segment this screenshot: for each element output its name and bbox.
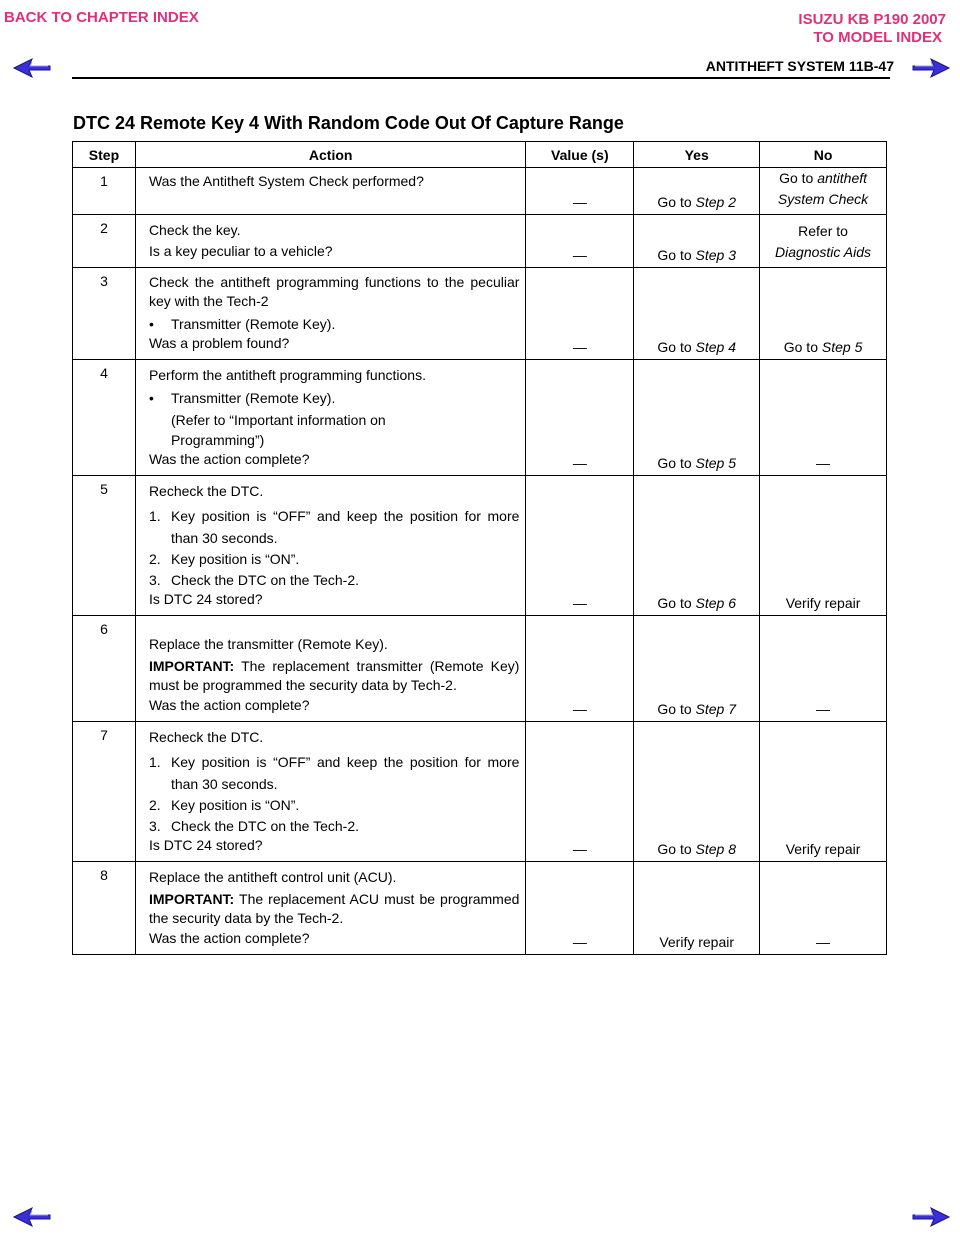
no-prefix: Go to bbox=[779, 170, 818, 186]
action-cell bbox=[135, 360, 525, 476]
previous-page-arrow-icon[interactable] bbox=[12, 57, 52, 79]
previous-page-arrow-bottom-icon[interactable] bbox=[12, 1206, 52, 1228]
no-cell: — bbox=[760, 360, 887, 476]
section-header: ANTITHEFT SYSTEM 11B-47 bbox=[705, 58, 894, 74]
action-question: Was the action complete? bbox=[148, 930, 310, 946]
item-text: Key position is “ON”. bbox=[170, 551, 300, 567]
table-row bbox=[73, 168, 887, 215]
no-cell: — bbox=[760, 862, 887, 955]
action-cell bbox=[135, 268, 525, 360]
action-text: Replace the transmitter (Remote Key). bbox=[148, 636, 388, 652]
to-model-index-link[interactable]: TO MODEL INDEX bbox=[813, 29, 942, 46]
step-number: 1 bbox=[73, 168, 136, 215]
action-question: Was the action complete? bbox=[148, 451, 310, 467]
no-link-part-2[interactable]: System Check bbox=[777, 191, 869, 207]
action-cell bbox=[135, 215, 525, 268]
next-page-arrow-bottom-icon[interactable] bbox=[911, 1206, 951, 1228]
value-cell: — bbox=[526, 722, 634, 862]
value-cell: — bbox=[526, 360, 634, 476]
item-number: 2. bbox=[148, 551, 161, 567]
step-number: 6 bbox=[73, 616, 136, 722]
yes-cell: Verify repair bbox=[634, 862, 760, 955]
yes-step-link[interactable]: Step 3 bbox=[695, 247, 736, 263]
action-cell bbox=[135, 862, 525, 955]
table-row bbox=[73, 722, 887, 862]
diagnostic-table bbox=[72, 141, 887, 955]
item-text: Check the DTC on the Tech-2. bbox=[170, 572, 359, 588]
yes-prefix: Go to bbox=[657, 595, 696, 611]
action-question: Was the Antitheft System Check performed? bbox=[148, 173, 424, 189]
action-text: Recheck the DTC. bbox=[148, 729, 264, 745]
important-label: IMPORTANT: bbox=[148, 658, 235, 674]
yes-step-link[interactable]: Step 4 bbox=[695, 339, 736, 355]
yes-cell bbox=[634, 722, 760, 862]
bullet-item bbox=[149, 388, 519, 409]
important-text: The replacement ACU must be programmed the security data by the Tech-2. bbox=[148, 891, 520, 926]
action-question: Is a key peculiar to a vehicle? bbox=[148, 243, 333, 259]
item-number: 3. bbox=[148, 818, 161, 834]
value-cell: — bbox=[526, 268, 634, 360]
model-title-link[interactable]: ISUZU KB P190 2007 bbox=[798, 11, 946, 28]
no-link-part-1[interactable]: antitheft bbox=[817, 170, 868, 186]
no-prefix: Refer to bbox=[798, 223, 848, 239]
step-number: 5 bbox=[73, 476, 136, 616]
bullet-text: Transmitter (Remote Key). bbox=[170, 390, 336, 406]
value-cell: — bbox=[526, 616, 634, 722]
yes-step-link[interactable]: Step 5 bbox=[695, 455, 736, 471]
table-row bbox=[73, 476, 887, 616]
yes-prefix: Go to bbox=[657, 455, 696, 471]
yes-cell bbox=[634, 268, 760, 360]
table-row bbox=[73, 862, 887, 955]
action-text: Check the key. bbox=[148, 222, 241, 238]
value-cell: — bbox=[526, 168, 634, 215]
no-cell bbox=[760, 215, 887, 268]
numbered-item bbox=[149, 505, 519, 549]
numbered-item bbox=[149, 795, 519, 816]
yes-cell bbox=[634, 476, 760, 616]
yes-cell bbox=[634, 215, 760, 268]
item-number: 1. bbox=[148, 754, 161, 770]
step-number: 4 bbox=[73, 360, 136, 476]
numbered-item bbox=[149, 751, 519, 795]
table-row bbox=[73, 215, 887, 268]
bullet: • bbox=[148, 390, 154, 406]
numbered-item bbox=[149, 816, 519, 837]
yes-step-link[interactable]: Step 6 bbox=[695, 595, 736, 611]
action-question: Was a problem found? bbox=[148, 335, 290, 351]
action-cell bbox=[135, 476, 525, 616]
header-yes: Yes bbox=[634, 142, 760, 168]
action-cell bbox=[135, 616, 525, 722]
item-text: Key position is “ON”. bbox=[170, 797, 300, 813]
action-text: Check the antitheft programming functions to the peculiar key with the Tech-2 bbox=[148, 274, 520, 309]
no-prefix: Go to bbox=[783, 339, 822, 355]
yes-step-link[interactable]: Step 8 bbox=[695, 841, 736, 857]
table-header-row bbox=[73, 142, 887, 168]
table-row bbox=[73, 360, 887, 476]
item-number: 3. bbox=[148, 572, 161, 588]
important-note bbox=[149, 890, 519, 928]
value-cell: — bbox=[526, 215, 634, 268]
yes-prefix: Go to bbox=[657, 194, 696, 210]
header-no: No bbox=[760, 142, 887, 168]
table-row bbox=[73, 268, 887, 360]
page-title: DTC 24 Remote Key 4 With Random Code Out Of Capture Range bbox=[73, 113, 624, 133]
item-text: Key position is “OFF” and keep the position for more than 30 seconds. bbox=[170, 508, 520, 546]
table-row bbox=[73, 616, 887, 722]
action-question: Was the action complete? bbox=[148, 697, 310, 713]
bullet-text: Transmitter (Remote Key). bbox=[170, 316, 336, 332]
sub-note: Programming”) bbox=[170, 432, 265, 448]
item-number: 2. bbox=[148, 797, 161, 813]
action-cell bbox=[135, 722, 525, 862]
no-cell: Verify repair bbox=[760, 476, 887, 616]
step-number: 3 bbox=[73, 268, 136, 360]
yes-cell bbox=[634, 168, 760, 215]
important-label: IMPORTANT: bbox=[148, 891, 235, 907]
bullet-item bbox=[149, 314, 519, 335]
step-number: 7 bbox=[73, 722, 136, 862]
yes-cell bbox=[634, 360, 760, 476]
numbered-item bbox=[149, 570, 519, 591]
value-cell: — bbox=[526, 476, 634, 616]
action-cell bbox=[135, 168, 525, 215]
header-rule bbox=[72, 77, 890, 79]
yes-cell bbox=[634, 616, 760, 722]
header-step: Step bbox=[73, 142, 136, 168]
no-link[interactable]: Diagnostic Aids bbox=[775, 244, 872, 260]
bullet: • bbox=[148, 316, 154, 332]
step-number: 2 bbox=[73, 215, 136, 268]
yes-prefix: Go to bbox=[657, 247, 696, 263]
action-question: Is DTC 24 stored? bbox=[148, 591, 263, 607]
action-text: Replace the antitheft control unit (ACU). bbox=[148, 869, 397, 885]
yes-prefix: Go to bbox=[657, 339, 696, 355]
value-cell: — bbox=[526, 862, 634, 955]
yes-prefix: Go to bbox=[657, 841, 696, 857]
item-number: 1. bbox=[148, 508, 161, 524]
item-text: Check the DTC on the Tech-2. bbox=[170, 818, 359, 834]
action-text: Recheck the DTC. bbox=[148, 483, 264, 499]
next-page-arrow-icon[interactable] bbox=[911, 57, 951, 79]
sub-note: (Refer to “Important information on bbox=[170, 412, 386, 428]
item-text: Key position is “OFF” and keep the position for more than 30 seconds. bbox=[170, 754, 520, 792]
important-note bbox=[149, 657, 519, 695]
numbered-item bbox=[149, 549, 519, 570]
yes-step-link[interactable]: Step 7 bbox=[695, 701, 736, 717]
important-text: The replacement transmitter (Remote Key) must be programmed the security data by Tech-2. bbox=[148, 658, 520, 693]
action-question: Is DTC 24 stored? bbox=[148, 837, 263, 853]
step-number: 8 bbox=[73, 862, 136, 955]
no-cell bbox=[760, 268, 887, 360]
no-cell: Verify repair bbox=[760, 722, 887, 862]
action-text: Perform the antitheft programming functions. bbox=[148, 367, 426, 383]
yes-step-link[interactable]: Step 2 bbox=[695, 194, 736, 210]
header-action: Action bbox=[135, 142, 525, 168]
no-step-link[interactable]: Step 5 bbox=[821, 339, 863, 355]
yes-prefix: Go to bbox=[657, 701, 696, 717]
header-value: Value (s) bbox=[526, 142, 634, 168]
no-cell: — bbox=[760, 616, 887, 722]
back-to-chapter-index-link[interactable]: BACK TO CHAPTER INDEX bbox=[4, 9, 199, 26]
no-cell bbox=[760, 168, 887, 215]
